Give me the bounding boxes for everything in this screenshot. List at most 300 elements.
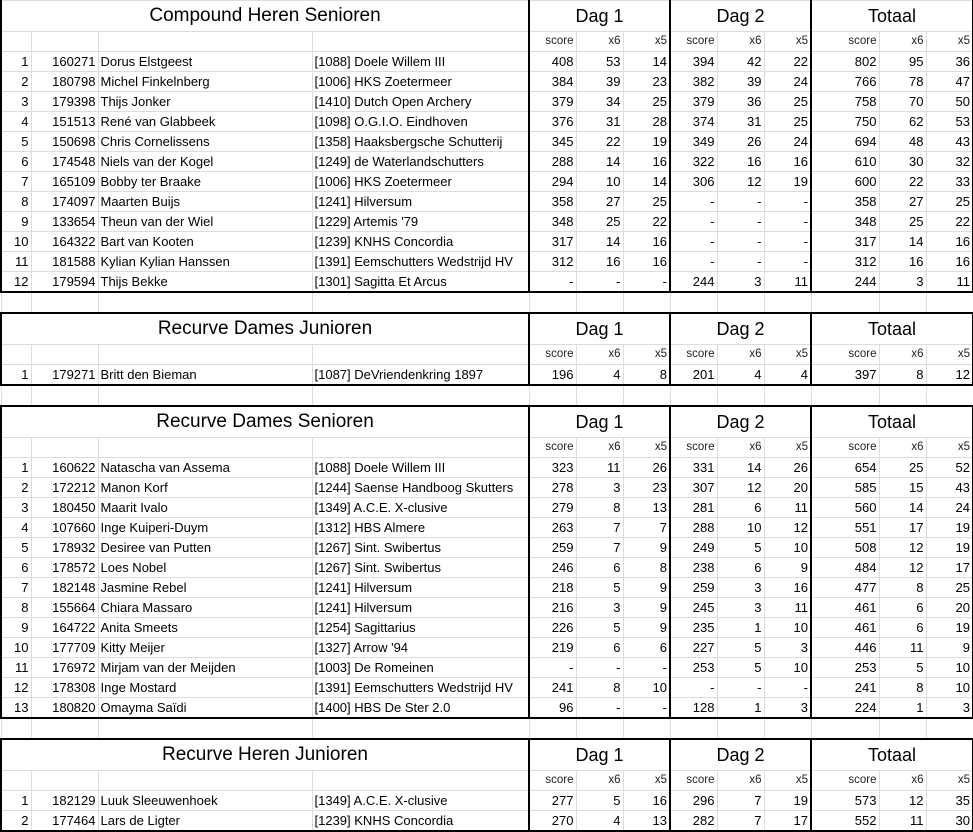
- day1-x6-cell[interactable]: 8: [576, 678, 623, 698]
- day1-x6-cell[interactable]: 3: [576, 598, 623, 618]
- member-id-cell[interactable]: 182148: [31, 578, 98, 598]
- member-id-cell[interactable]: 179398: [31, 92, 98, 112]
- rank-cell[interactable]: 4: [1, 112, 31, 132]
- athlete-name-cell[interactable]: Michel Finkelnberg: [98, 72, 312, 92]
- day1-score-cell[interactable]: 270: [529, 811, 576, 832]
- total-x5-cell[interactable]: 47: [926, 72, 973, 92]
- rank-cell[interactable]: 8: [1, 598, 31, 618]
- member-id-cell[interactable]: 178308: [31, 678, 98, 698]
- member-id-cell[interactable]: 160271: [31, 52, 98, 72]
- day1-x6-cell[interactable]: 39: [576, 72, 623, 92]
- day1-x5-cell[interactable]: 13: [623, 811, 670, 832]
- club-cell[interactable]: [1267] Sint. Swibertus: [312, 538, 529, 558]
- empty-cell[interactable]: [717, 385, 764, 406]
- day2-score-cell[interactable]: -: [670, 212, 717, 232]
- day1-score-cell[interactable]: 288: [529, 152, 576, 172]
- day2-x6-cell[interactable]: 16: [717, 152, 764, 172]
- day1-x6-cell[interactable]: -: [576, 272, 623, 293]
- day1-score-cell[interactable]: 294: [529, 172, 576, 192]
- rank-cell[interactable]: 5: [1, 538, 31, 558]
- rank-cell[interactable]: 3: [1, 92, 31, 112]
- total-score-cell[interactable]: 397: [811, 365, 879, 386]
- total-x6-cell[interactable]: 25: [879, 458, 926, 478]
- empty-cell[interactable]: [811, 718, 879, 739]
- day2-x5-cell[interactable]: 12: [764, 518, 811, 538]
- day2-x6-cell[interactable]: 4: [717, 365, 764, 386]
- athlete-name-cell[interactable]: Bobby ter Braake: [98, 172, 312, 192]
- day2-score-cell[interactable]: 322: [670, 152, 717, 172]
- day1-x6-cell[interactable]: -: [576, 658, 623, 678]
- day2-x5-cell[interactable]: -: [764, 192, 811, 212]
- empty-cell[interactable]: [31, 771, 98, 791]
- day2-x6-cell[interactable]: 6: [717, 498, 764, 518]
- athlete-name-cell[interactable]: Kitty Meijer: [98, 638, 312, 658]
- total-x5-cell[interactable]: 10: [926, 658, 973, 678]
- total-score-cell[interactable]: 610: [811, 152, 879, 172]
- total-x6-cell[interactable]: 8: [879, 365, 926, 386]
- rank-cell[interactable]: 1: [1, 791, 31, 811]
- day2-x6-cell[interactable]: -: [717, 212, 764, 232]
- day1-score-cell[interactable]: -: [529, 272, 576, 293]
- day1-x5-cell[interactable]: 25: [623, 192, 670, 212]
- day2-x6-cell[interactable]: 7: [717, 811, 764, 832]
- club-cell[interactable]: [1358] Haaksbergsche Schutterij: [312, 132, 529, 152]
- member-id-cell[interactable]: 151513: [31, 112, 98, 132]
- day1-score-cell[interactable]: 279: [529, 498, 576, 518]
- day2-x5-cell[interactable]: -: [764, 212, 811, 232]
- day1-x6-cell[interactable]: 27: [576, 192, 623, 212]
- total-x5-cell[interactable]: 19: [926, 618, 973, 638]
- total-x5-cell[interactable]: 53: [926, 112, 973, 132]
- total-score-cell[interactable]: 484: [811, 558, 879, 578]
- rank-cell[interactable]: 11: [1, 252, 31, 272]
- day1-x6-cell[interactable]: 16: [576, 252, 623, 272]
- empty-cell[interactable]: [31, 345, 98, 365]
- day2-score-cell[interactable]: 235: [670, 618, 717, 638]
- empty-cell[interactable]: [98, 438, 312, 458]
- day2-x6-cell[interactable]: 26: [717, 132, 764, 152]
- athlete-name-cell[interactable]: Bart van Kooten: [98, 232, 312, 252]
- day1-score-cell[interactable]: 277: [529, 791, 576, 811]
- athlete-name-cell[interactable]: Maarten Buijs: [98, 192, 312, 212]
- day2-score-cell[interactable]: 379: [670, 92, 717, 112]
- total-x5-cell[interactable]: 52: [926, 458, 973, 478]
- athlete-name-cell[interactable]: Kylian Kylian Hanssen: [98, 252, 312, 272]
- total-x5-cell[interactable]: 19: [926, 538, 973, 558]
- total-score-cell[interactable]: 750: [811, 112, 879, 132]
- day2-score-cell[interactable]: 374: [670, 112, 717, 132]
- empty-cell[interactable]: [312, 32, 529, 52]
- total-x6-cell[interactable]: 17: [879, 518, 926, 538]
- day1-x6-cell[interactable]: 3: [576, 478, 623, 498]
- total-x5-cell[interactable]: 22: [926, 212, 973, 232]
- day2-x6-cell[interactable]: 10: [717, 518, 764, 538]
- club-cell[interactable]: [1349] A.C.E. X-clusive: [312, 791, 529, 811]
- total-score-cell[interactable]: 244: [811, 272, 879, 293]
- rank-cell[interactable]: 12: [1, 678, 31, 698]
- day2-x6-cell[interactable]: 6: [717, 558, 764, 578]
- total-score-cell[interactable]: 585: [811, 478, 879, 498]
- day2-x5-cell[interactable]: 10: [764, 538, 811, 558]
- day2-x6-cell[interactable]: 5: [717, 638, 764, 658]
- total-x5-cell[interactable]: 24: [926, 498, 973, 518]
- member-id-cell[interactable]: 178932: [31, 538, 98, 558]
- empty-cell[interactable]: [576, 718, 623, 739]
- total-x6-cell[interactable]: 12: [879, 538, 926, 558]
- day1-x6-cell[interactable]: 5: [576, 791, 623, 811]
- athlete-name-cell[interactable]: Chiara Massaro: [98, 598, 312, 618]
- day1-x5-cell[interactable]: 26: [623, 458, 670, 478]
- empty-cell[interactable]: [623, 385, 670, 406]
- empty-cell[interactable]: [312, 718, 529, 739]
- total-x6-cell[interactable]: 14: [879, 498, 926, 518]
- total-x5-cell[interactable]: 43: [926, 478, 973, 498]
- member-id-cell[interactable]: 174548: [31, 152, 98, 172]
- total-x5-cell[interactable]: 17: [926, 558, 973, 578]
- day2-x6-cell[interactable]: -: [717, 232, 764, 252]
- total-score-cell[interactable]: 477: [811, 578, 879, 598]
- day1-score-cell[interactable]: 384: [529, 72, 576, 92]
- empty-cell[interactable]: [529, 718, 576, 739]
- day1-x5-cell[interactable]: 9: [623, 618, 670, 638]
- day2-x5-cell[interactable]: 10: [764, 618, 811, 638]
- total-x6-cell[interactable]: 48: [879, 132, 926, 152]
- club-cell[interactable]: [1006] HKS Zoetermeer: [312, 72, 529, 92]
- athlete-name-cell[interactable]: Maarit Ivalo: [98, 498, 312, 518]
- day2-x6-cell[interactable]: 1: [717, 698, 764, 719]
- day1-x5-cell[interactable]: 16: [623, 791, 670, 811]
- day2-x6-cell[interactable]: 5: [717, 538, 764, 558]
- total-score-cell[interactable]: 802: [811, 52, 879, 72]
- day1-x5-cell[interactable]: 8: [623, 558, 670, 578]
- total-x5-cell[interactable]: 12: [926, 365, 973, 386]
- member-id-cell[interactable]: 164322: [31, 232, 98, 252]
- total-score-cell[interactable]: 508: [811, 538, 879, 558]
- club-cell[interactable]: [1239] KNHS Concordia: [312, 232, 529, 252]
- total-score-cell[interactable]: 560: [811, 498, 879, 518]
- day1-x6-cell[interactable]: 22: [576, 132, 623, 152]
- day2-x5-cell[interactable]: 10: [764, 658, 811, 678]
- athlete-name-cell[interactable]: Luuk Sleeuwenhoek: [98, 791, 312, 811]
- day2-x6-cell[interactable]: 5: [717, 658, 764, 678]
- total-score-cell[interactable]: 317: [811, 232, 879, 252]
- empty-cell[interactable]: [98, 32, 312, 52]
- club-cell[interactable]: [1254] Sagittarius: [312, 618, 529, 638]
- athlete-name-cell[interactable]: Inge Kuiperi-Duym: [98, 518, 312, 538]
- total-x6-cell[interactable]: 3: [879, 272, 926, 293]
- empty-cell[interactable]: [670, 718, 717, 739]
- day1-x6-cell[interactable]: 11: [576, 458, 623, 478]
- day2-x6-cell[interactable]: 3: [717, 598, 764, 618]
- athlete-name-cell[interactable]: Chris Cornelissens: [98, 132, 312, 152]
- day1-score-cell[interactable]: 348: [529, 212, 576, 232]
- day1-x6-cell[interactable]: 10: [576, 172, 623, 192]
- day1-x5-cell[interactable]: 6: [623, 638, 670, 658]
- empty-cell[interactable]: [764, 292, 811, 313]
- day2-x5-cell[interactable]: 9: [764, 558, 811, 578]
- rank-cell[interactable]: 5: [1, 132, 31, 152]
- total-x6-cell[interactable]: 14: [879, 232, 926, 252]
- day2-x5-cell[interactable]: 22: [764, 52, 811, 72]
- day2-x6-cell[interactable]: 3: [717, 272, 764, 293]
- empty-cell[interactable]: [879, 718, 926, 739]
- empty-cell[interactable]: [764, 385, 811, 406]
- day2-score-cell[interactable]: -: [670, 232, 717, 252]
- day1-score-cell[interactable]: 408: [529, 52, 576, 72]
- total-x5-cell[interactable]: 10: [926, 678, 973, 698]
- day1-score-cell[interactable]: 263: [529, 518, 576, 538]
- day2-score-cell[interactable]: 307: [670, 478, 717, 498]
- total-x6-cell[interactable]: 27: [879, 192, 926, 212]
- athlete-name-cell[interactable]: Theun van der Wiel: [98, 212, 312, 232]
- total-x5-cell[interactable]: 36: [926, 52, 973, 72]
- empty-cell[interactable]: [576, 292, 623, 313]
- day2-x6-cell[interactable]: 39: [717, 72, 764, 92]
- day1-x5-cell[interactable]: 7: [623, 518, 670, 538]
- total-x6-cell[interactable]: 25: [879, 212, 926, 232]
- total-x5-cell[interactable]: 25: [926, 578, 973, 598]
- day2-score-cell[interactable]: 244: [670, 272, 717, 293]
- club-cell[interactable]: [1312] HBS Almere: [312, 518, 529, 538]
- day1-score-cell[interactable]: 241: [529, 678, 576, 698]
- day1-x6-cell[interactable]: 7: [576, 518, 623, 538]
- rank-cell[interactable]: 4: [1, 518, 31, 538]
- total-x5-cell[interactable]: 25: [926, 192, 973, 212]
- total-x5-cell[interactable]: 50: [926, 92, 973, 112]
- empty-cell[interactable]: [670, 385, 717, 406]
- total-score-cell[interactable]: 694: [811, 132, 879, 152]
- club-cell[interactable]: [1088] Doele Willem III: [312, 52, 529, 72]
- member-id-cell[interactable]: 172212: [31, 478, 98, 498]
- rank-cell[interactable]: 2: [1, 811, 31, 832]
- empty-cell[interactable]: [529, 385, 576, 406]
- club-cell[interactable]: [1003] De Romeinen: [312, 658, 529, 678]
- empty-cell[interactable]: [1, 718, 31, 739]
- club-cell[interactable]: [1098] O.G.I.O. Eindhoven: [312, 112, 529, 132]
- day1-x5-cell[interactable]: 14: [623, 172, 670, 192]
- rank-cell[interactable]: 11: [1, 658, 31, 678]
- total-score-cell[interactable]: 461: [811, 618, 879, 638]
- day1-x5-cell[interactable]: -: [623, 272, 670, 293]
- member-id-cell[interactable]: 176972: [31, 658, 98, 678]
- member-id-cell[interactable]: 179271: [31, 365, 98, 386]
- day1-x6-cell[interactable]: 8: [576, 498, 623, 518]
- total-x6-cell[interactable]: 1: [879, 698, 926, 719]
- club-cell[interactable]: [1349] A.C.E. X-clusive: [312, 498, 529, 518]
- total-x6-cell[interactable]: 8: [879, 678, 926, 698]
- day2-x5-cell[interactable]: 11: [764, 272, 811, 293]
- club-cell[interactable]: [1327] Arrow '94: [312, 638, 529, 658]
- day1-x5-cell[interactable]: 16: [623, 232, 670, 252]
- day1-x6-cell[interactable]: 6: [576, 558, 623, 578]
- member-id-cell[interactable]: 177709: [31, 638, 98, 658]
- day1-x5-cell[interactable]: 25: [623, 92, 670, 112]
- day1-score-cell[interactable]: 246: [529, 558, 576, 578]
- athlete-name-cell[interactable]: Thijs Bekke: [98, 272, 312, 293]
- empty-cell[interactable]: [312, 385, 529, 406]
- empty-cell[interactable]: [926, 292, 973, 313]
- club-cell[interactable]: [1087] DeVriendenkring 1897: [312, 365, 529, 386]
- empty-cell[interactable]: [98, 345, 312, 365]
- member-id-cell[interactable]: 107660: [31, 518, 98, 538]
- day1-score-cell[interactable]: 259: [529, 538, 576, 558]
- total-x6-cell[interactable]: 78: [879, 72, 926, 92]
- athlete-name-cell[interactable]: Britt den Bieman: [98, 365, 312, 386]
- total-x5-cell[interactable]: 11: [926, 272, 973, 293]
- empty-cell[interactable]: [926, 718, 973, 739]
- athlete-name-cell[interactable]: Natascha van Assema: [98, 458, 312, 478]
- total-score-cell[interactable]: 446: [811, 638, 879, 658]
- empty-cell[interactable]: [1, 385, 31, 406]
- athlete-name-cell[interactable]: Inge Mostard: [98, 678, 312, 698]
- day2-x6-cell[interactable]: 14: [717, 458, 764, 478]
- day2-x5-cell[interactable]: 19: [764, 172, 811, 192]
- day1-x6-cell[interactable]: 5: [576, 618, 623, 638]
- total-score-cell[interactable]: 461: [811, 598, 879, 618]
- club-cell[interactable]: [1241] Hilversum: [312, 598, 529, 618]
- day2-score-cell[interactable]: 306: [670, 172, 717, 192]
- day1-score-cell[interactable]: 216: [529, 598, 576, 618]
- day1-x5-cell[interactable]: 10: [623, 678, 670, 698]
- empty-cell[interactable]: [811, 292, 879, 313]
- total-score-cell[interactable]: 551: [811, 518, 879, 538]
- day2-x5-cell[interactable]: 3: [764, 698, 811, 719]
- day1-x5-cell[interactable]: 16: [623, 152, 670, 172]
- member-id-cell[interactable]: 160622: [31, 458, 98, 478]
- total-x6-cell[interactable]: 70: [879, 92, 926, 112]
- day1-score-cell[interactable]: 96: [529, 698, 576, 719]
- day1-score-cell[interactable]: 345: [529, 132, 576, 152]
- total-x5-cell[interactable]: 20: [926, 598, 973, 618]
- day2-x6-cell[interactable]: 36: [717, 92, 764, 112]
- empty-cell[interactable]: [1, 292, 31, 313]
- empty-cell[interactable]: [670, 292, 717, 313]
- total-score-cell[interactable]: 358: [811, 192, 879, 212]
- day2-x5-cell[interactable]: -: [764, 252, 811, 272]
- total-x5-cell[interactable]: 30: [926, 811, 973, 832]
- day1-score-cell[interactable]: 312: [529, 252, 576, 272]
- day2-score-cell[interactable]: 245: [670, 598, 717, 618]
- total-score-cell[interactable]: 654: [811, 458, 879, 478]
- day1-x6-cell[interactable]: 14: [576, 232, 623, 252]
- day1-x6-cell[interactable]: -: [576, 698, 623, 719]
- total-x6-cell[interactable]: 12: [879, 558, 926, 578]
- empty-cell[interactable]: [623, 718, 670, 739]
- empty-cell[interactable]: [529, 292, 576, 313]
- total-x5-cell[interactable]: 33: [926, 172, 973, 192]
- day1-x5-cell[interactable]: 14: [623, 52, 670, 72]
- athlete-name-cell[interactable]: Loes Nobel: [98, 558, 312, 578]
- day1-x6-cell[interactable]: 6: [576, 638, 623, 658]
- rank-cell[interactable]: 3: [1, 498, 31, 518]
- rank-cell[interactable]: 2: [1, 478, 31, 498]
- club-cell[interactable]: [1400] HBS De Ster 2.0: [312, 698, 529, 719]
- total-x5-cell[interactable]: 32: [926, 152, 973, 172]
- day1-x5-cell[interactable]: 9: [623, 598, 670, 618]
- athlete-name-cell[interactable]: Dorus Elstgeest: [98, 52, 312, 72]
- empty-cell[interactable]: [98, 771, 312, 791]
- day1-score-cell[interactable]: 278: [529, 478, 576, 498]
- day1-x6-cell[interactable]: 25: [576, 212, 623, 232]
- day2-x6-cell[interactable]: -: [717, 252, 764, 272]
- empty-cell[interactable]: [31, 718, 98, 739]
- day2-score-cell[interactable]: 281: [670, 498, 717, 518]
- member-id-cell[interactable]: 181588: [31, 252, 98, 272]
- total-x6-cell[interactable]: 30: [879, 152, 926, 172]
- member-id-cell[interactable]: 182129: [31, 791, 98, 811]
- day2-x5-cell[interactable]: 26: [764, 458, 811, 478]
- total-x5-cell[interactable]: 16: [926, 232, 973, 252]
- empty-cell[interactable]: [926, 385, 973, 406]
- day2-x6-cell[interactable]: 12: [717, 172, 764, 192]
- day1-x5-cell[interactable]: 22: [623, 212, 670, 232]
- day2-x6-cell[interactable]: 42: [717, 52, 764, 72]
- empty-cell[interactable]: [764, 718, 811, 739]
- member-id-cell[interactable]: 177464: [31, 811, 98, 832]
- day1-x5-cell[interactable]: 9: [623, 578, 670, 598]
- total-score-cell[interactable]: 348: [811, 212, 879, 232]
- club-cell[interactable]: [1241] Hilversum: [312, 578, 529, 598]
- day1-x6-cell[interactable]: 31: [576, 112, 623, 132]
- empty-cell[interactable]: [98, 292, 312, 313]
- day2-x6-cell[interactable]: -: [717, 192, 764, 212]
- total-score-cell[interactable]: 758: [811, 92, 879, 112]
- member-id-cell[interactable]: 150698: [31, 132, 98, 152]
- empty-cell[interactable]: [312, 438, 529, 458]
- day1-x5-cell[interactable]: 23: [623, 478, 670, 498]
- total-score-cell[interactable]: 766: [811, 72, 879, 92]
- total-x5-cell[interactable]: 16: [926, 252, 973, 272]
- day2-score-cell[interactable]: 201: [670, 365, 717, 386]
- member-id-cell[interactable]: 180798: [31, 72, 98, 92]
- total-score-cell[interactable]: 552: [811, 811, 879, 832]
- rank-cell[interactable]: 9: [1, 618, 31, 638]
- empty-cell[interactable]: [312, 771, 529, 791]
- rank-cell[interactable]: 6: [1, 558, 31, 578]
- day2-x5-cell[interactable]: -: [764, 678, 811, 698]
- day2-score-cell[interactable]: 259: [670, 578, 717, 598]
- empty-cell[interactable]: [717, 292, 764, 313]
- day2-x5-cell[interactable]: 16: [764, 578, 811, 598]
- day1-score-cell[interactable]: 218: [529, 578, 576, 598]
- day2-score-cell[interactable]: 128: [670, 698, 717, 719]
- day2-x5-cell[interactable]: 24: [764, 72, 811, 92]
- day1-x6-cell[interactable]: 34: [576, 92, 623, 112]
- day2-x5-cell[interactable]: -: [764, 232, 811, 252]
- day2-score-cell[interactable]: -: [670, 678, 717, 698]
- club-cell[interactable]: [1267] Sint. Swibertus: [312, 558, 529, 578]
- athlete-name-cell[interactable]: René van Glabbeek: [98, 112, 312, 132]
- total-x6-cell[interactable]: 12: [879, 791, 926, 811]
- day1-x5-cell[interactable]: 16: [623, 252, 670, 272]
- day1-x6-cell[interactable]: 7: [576, 538, 623, 558]
- total-x6-cell[interactable]: 11: [879, 638, 926, 658]
- day2-x5-cell[interactable]: 24: [764, 132, 811, 152]
- total-x5-cell[interactable]: 3: [926, 698, 973, 719]
- day2-score-cell[interactable]: 288: [670, 518, 717, 538]
- member-id-cell[interactable]: 174097: [31, 192, 98, 212]
- day1-score-cell[interactable]: 323: [529, 458, 576, 478]
- club-cell[interactable]: [1229] Artemis '79: [312, 212, 529, 232]
- empty-cell[interactable]: [879, 292, 926, 313]
- member-id-cell[interactable]: 164722: [31, 618, 98, 638]
- day1-score-cell[interactable]: 219: [529, 638, 576, 658]
- day2-x6-cell[interactable]: 1: [717, 618, 764, 638]
- total-x5-cell[interactable]: 9: [926, 638, 973, 658]
- club-cell[interactable]: [1239] KNHS Concordia: [312, 811, 529, 832]
- athlete-name-cell[interactable]: Thijs Jonker: [98, 92, 312, 112]
- rank-cell[interactable]: 10: [1, 638, 31, 658]
